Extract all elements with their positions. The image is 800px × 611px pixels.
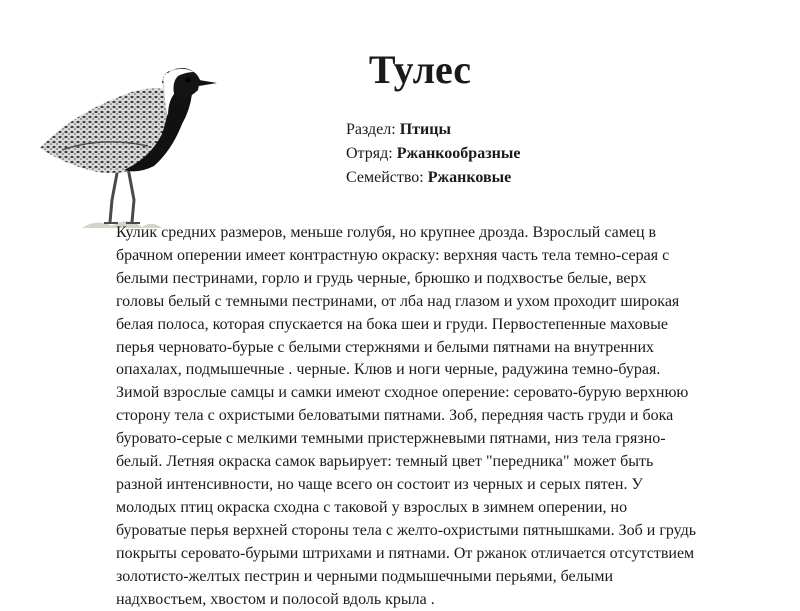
plover-illustration: [22, 50, 222, 230]
description-line: перья черновато-бурые с белыми стержнями и белыми пятнами на внутренних: [116, 337, 766, 360]
description-line: головы белый с темными пестринами, от лба над глазом и ухом проходит широкая: [116, 291, 766, 314]
section-value: Птицы: [400, 121, 451, 138]
description-line: золотисто-желтых пестрин и черными подмышечными перьями, белыми: [116, 566, 766, 589]
description-line: Зимой взрослые самцы и самки имеют сходное оперение: серовато-бурую верхнюю: [116, 382, 766, 405]
family-label: Семейство:: [346, 169, 424, 186]
description-line: белый. Летняя окраска самок варьирует: темный цвет "передника" может быть: [116, 451, 766, 474]
taxonomy-block: [346, 118, 520, 190]
taxonomy-section: [346, 118, 520, 142]
section-label: Раздел:: [346, 121, 396, 138]
description-line: сторону тела с охристыми беловатыми пятнами. Зоб, передняя часть груди и бока: [116, 405, 766, 428]
description-line: Кулик средних размеров, меньше голубя, но крупнее дрозда. Взрослый самец в: [116, 222, 766, 245]
description-line: покрыты серовато-бурыми штрихами и пятнами. От ржанок отличается отсутствием: [116, 543, 766, 566]
description-line: разной интенсивности, но чаще всего он состоит из черных и серых пятен. У: [116, 474, 766, 497]
description-line: белыми пестринами, горло и грудь черные, брюшко и подхвостье белые, верх: [116, 268, 766, 291]
taxonomy-family: [346, 166, 520, 190]
description-text: [116, 222, 766, 611]
page-title: Тулес: [330, 46, 510, 94]
family-value: Ржанковые: [428, 169, 511, 186]
order-value: Ржанкообразные: [397, 145, 521, 162]
description-line: опахалах, подмышечные . черные. Клюв и ноги черные, радужина темно-бурая.: [116, 359, 766, 382]
description-line: буроватые перья верхней стороны тела с желто-охристыми пятнышками. Зоб и грудь: [116, 520, 766, 543]
description-line: белая полоса, которая спускается на бока шеи и груди. Первостепенные маховые: [116, 314, 766, 337]
taxonomy-order: [346, 142, 520, 166]
order-label: Отряд:: [346, 145, 393, 162]
description-line: надхвостьем, хвостом и полосой вдоль крыла .: [116, 589, 766, 611]
description-line: молодых птиц окраска сходна с таковой у взрослых в зимнем оперении, но: [116, 497, 766, 520]
description-line: буровато-серые с мелкими темными пристержневыми пятнами, низ тела грязно-: [116, 428, 766, 451]
description-line: брачном оперении имеет контрастную окраску: верхняя часть тела темно-серая с: [116, 245, 766, 268]
